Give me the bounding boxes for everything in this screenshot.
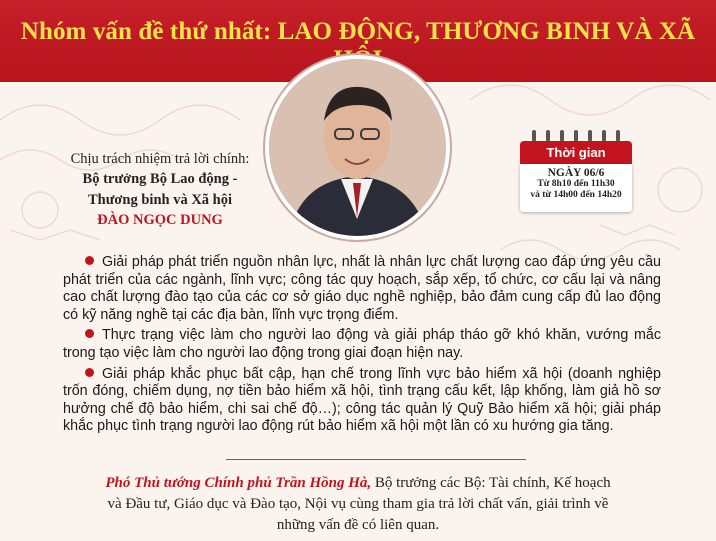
portrait-frame [265,55,450,240]
red-dot-icon [85,256,94,265]
list-item-text: Giải pháp phát triển nguồn nhân lực, nhất là nhân lực chất lượng cao đáp ứng yêu cầu phát triển của các ngành, lĩnh vực; công tác quy hoạch, sắp xếp, tổ chức, cơ cấu lại và nâng cao chất lượng đào tạo của các cơ sở giáo dục nghề nghiệp, bảo đảm cung cấp đủ lao động có kỹ năng nghề tại các địa bàn, lĩnh vực trọng điểm. [63,254,661,323]
issue-list [63,254,661,439]
calendar-label: Thời gian [520,141,632,164]
divider [226,459,526,460]
footer-note [100,473,616,536]
minister-portrait [269,59,446,236]
calendar-icon [520,128,632,212]
calendar-day: NGÀY 06/6 [547,167,605,179]
list-item [63,366,661,436]
intro-role-line1: Bộ trưởng Bộ Lao động - [82,171,238,187]
portrait-illustration [269,59,446,236]
footer-text: Bộ trưởng các Bộ: Tài chính, Kế hoạch và Đầu tư, Giáo dục và Đào tạo, Nội vụ cùng tham gia trả lời chất vấn, giải trình về những vấn đề có liên quan. [107,475,611,533]
list-item [63,327,661,362]
red-dot-icon [85,329,94,338]
list-item [63,254,661,324]
list-item-text: Thực trạng việc làm cho người lao động và giải pháp tháo gỡ khó khăn, vướng mắc trong tạo việc làm cho người lao động trong giai đoạn hiện nay. [63,327,661,361]
red-dot-icon [85,368,94,377]
list-item-text: Giải pháp khắc phục bất cập, hạn chế trong lĩnh vực bảo hiểm xã hội (doanh nghiệp trốn đóng, chiếm dụng, nợ tiền bảo hiểm xã hội, tình trạng cấu kết, lập khống, làm giả hồ sơ hưởng chế độ bảo hiểm, chi sai chế độ…); công tác quản lý Quỹ Bảo hiểm xã hội; giải pháp khắc phục tình trạng người lao động rút bảo hiểm xã hội một lần có xu hướng gia tăng. [63,365,661,435]
intro-role-line2: Thương binh và Xã hội [87,192,233,208]
intro-block [40,150,280,230]
calendar-time-1: Từ 8h10 đến 11h30 [537,179,615,189]
calendar-body [520,164,632,212]
minister-name: ĐÀO NGỌC DUNG [97,212,223,228]
footer-highlight: Phó Thủ tướng Chính phủ Trần Hồng Hà, [105,475,372,491]
page-title: Nhóm vấn đề thứ nhất: LAO ĐỘNG, THƯƠNG BINH VÀ XÃ [20,18,696,45]
calendar-time-2: và từ 14h00 đến 14h20 [530,190,622,200]
intro-lead: Chịu trách nhiệm trả lời chính: [70,151,250,167]
